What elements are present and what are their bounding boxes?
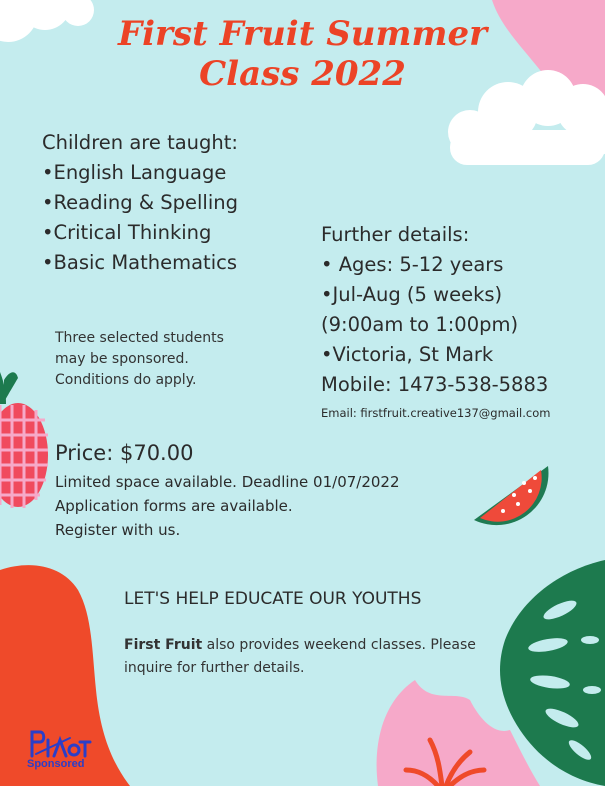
sponsorship-line: may be sponsored. [55,351,189,367]
curriculum-heading: Children are taught: [42,131,238,154]
watermelon-slice [474,466,548,525]
curriculum-item: •Critical Thinking [42,221,212,244]
pineapple-left [0,372,48,508]
sponsorship-line: Conditions do apply. [55,372,197,388]
details-section [321,220,550,426]
details-dates: •Jul-Aug (5 weeks) [321,283,503,306]
register-text: Register with us. [55,521,181,539]
deadline-text: Limited space available. Deadline 01/07/2022 [55,473,400,491]
curriculum-item: •English Language [42,161,227,184]
curriculum-section [42,128,238,278]
logo-caption: Sponsored [27,758,85,770]
brand-name: First Fruit [124,637,203,653]
page-title [0,14,605,94]
forms-text: Application forms are available. [55,497,293,515]
details-ages: • Ages: 5-12 years [321,253,504,276]
curriculum-item: •Basic Mathematics [42,251,237,274]
weekend-text: also provides weekend classes. Please inquire for further details. [124,637,476,676]
details-location: •Victoria, St Mark [321,343,494,366]
cta-heading: LET'S HELP EDUCATE OUR YOUTHS [124,589,422,609]
details-email: Email: firstfruit.creative137@gmail.com [321,406,551,420]
curriculum-list [42,158,238,278]
pricing-notes [55,470,400,542]
curriculum-item: •Reading & Spelling [42,191,238,214]
title-line-1: First Fruit Summer [117,14,488,54]
weekend-note [124,634,494,680]
details-hours: (9:00am to 1:00pm) [321,313,519,336]
title-line-2: Class 2022 [199,54,406,94]
sponsorship-note [55,328,224,391]
details-heading: Further details: [321,223,470,246]
price-label: Price: $70.00 [55,441,194,465]
details-mobile: Mobile: 1473-538-5883 [321,373,549,396]
sponsorship-line: Three selected students [55,330,224,346]
